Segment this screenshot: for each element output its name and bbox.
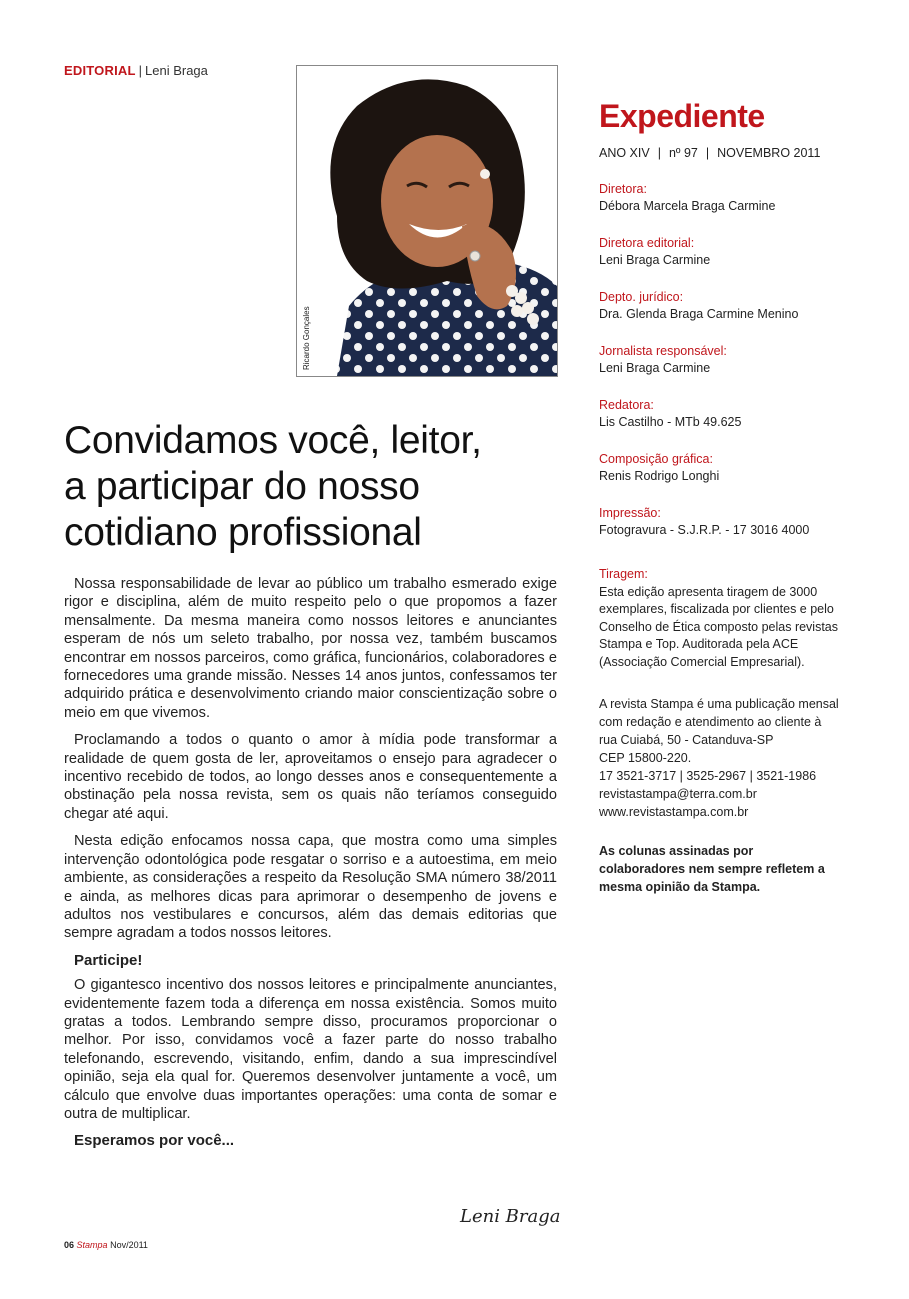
issue-separator: | (657, 146, 661, 160)
editor-photo (296, 65, 558, 377)
issue-separator: | (705, 146, 710, 160)
headline-line-3: cotidiano profissional (64, 511, 422, 554)
staff-role: Composição gráfica: (599, 452, 713, 466)
print-run-info (599, 566, 839, 671)
issue-year: ANO XIV (599, 146, 650, 160)
staff-name: Leni Braga Carmine (599, 253, 711, 267)
staff-name: Lis Castilho - MTb 49.625 (599, 415, 742, 429)
paragraph: Nossa responsabilidade de levar ao público um trabalho esmerado exige rigor e disciplina, além de muito respeito pelo o que propomos a fazer mensalmente. Da mesma maneira como nossos leitores e anunciantes esperam de nós um seleto trabalho, por nossa vez, também buscamos encontrar em nossos parceiros, como gráfica, funcionários, colaboradores e fornecedores uma grande missão. Nesses 14 anos juntos, confessamos ter adquirido prática e desenvolvimento criando maior conscientização sobre o meio em que vivemos. (64, 576, 557, 721)
section-separator: | (138, 63, 143, 78)
signature: Leni Braga (460, 1206, 561, 1227)
staff-role: Redatora: (599, 398, 654, 412)
staff-name: Renis Rodrigo Longhi (599, 469, 720, 483)
staff-item (599, 181, 839, 215)
portrait-illustration (297, 66, 557, 376)
subheading-esperamos: Esperamos por você... (74, 1132, 235, 1150)
staff-role: Diretora editorial: (599, 236, 695, 250)
headline-line-1: Convidamos você, leitor, (64, 419, 482, 462)
staff-item (599, 397, 839, 431)
page-footer (64, 1240, 148, 1250)
issue-month: NOVEMBRO 2011 (717, 146, 821, 160)
issue-number: nº 97 (668, 146, 698, 160)
disclaimer: As colunas assinadas por colaboradores nem sempre refletem a mesma opinião da Stampa. (599, 844, 825, 894)
subheading-participe: Participe! (74, 951, 143, 969)
staff-item (599, 451, 839, 485)
sidebar-title: Expediente (599, 98, 765, 134)
publication-cep: CEP 15800-220. (599, 751, 692, 765)
staff-role: Tiragem: (599, 567, 648, 581)
staff-role: Depto. jurídico: (599, 290, 684, 304)
footer-issue: Nov/2011 (110, 1240, 148, 1250)
article-body (64, 575, 557, 1157)
paragraph: Proclamando a todos o quanto o amor à mídia pode transformar a realidade de quem gosta de ler, aproveitamos o ensejo para agradecer o incentivo recebido de todos, ao longo desses anos e consequentemente a obstinação pela nossa revista, sem os quais não teríamos conseguido chegar até aqui. (64, 732, 557, 822)
staff-item (599, 505, 839, 539)
headline-line-2: a participar do nosso (64, 465, 420, 508)
staff-item (599, 235, 839, 269)
section-author: Leni Braga (145, 63, 208, 78)
publication-info (599, 695, 839, 821)
staff-role: Diretora: (599, 182, 647, 196)
staff-name: Dra. Glenda Braga Carmine Menino (599, 307, 799, 321)
staff-item (599, 343, 839, 377)
paragraph: Nesta edição enfocamos nossa capa, que mostra como uma simples intervenção odontológica pode resgatar o sorriso e a autoestima, em meio ambiente, as considerações a respeito da Resolução SMA número 38/2011 e ainda, as melhores dicas para aprimorar o desempenho de jovens e adultos nos vestibulares e concursos, além das demais editorias que sempre agradam a todos nossos leitores. (64, 833, 557, 942)
paragraph: O gigantesco incentivo dos nossos leitores e principalmente anunciantes, evidentemente fazem toda a diferença em nossa existência. Somos muito gratas a todos. Lembrando sempre disso, procuramos proporcionar o melhor. Por isso, convidamos você a fazer parte do nosso trabalho telefonando, escrevendo, visitando, enfim, dando a sua imprescindível opinião, seja ela qual for. Queremos desenvolver juntamente a você, um cálculo que envolve duas importantes operações: uma conta de somar e outra de multiplicar. (64, 977, 557, 1122)
section-name: EDITORIAL (64, 63, 136, 78)
publication-website: www.revistastampa.com.br (599, 805, 749, 819)
staff-name: Leni Braga Carmine (599, 361, 711, 375)
footer-brand: Stampa (76, 1240, 108, 1250)
issue-info (599, 146, 820, 160)
page-number: 06 (64, 1240, 75, 1250)
publication-email: revistastampa@terra.com.br (599, 787, 757, 801)
print-run-text: Esta edição apresenta tiragem de 3000 exemplares, fiscalizada por clientes e pelo Conselho de Ética composto pelas revistas Stampa e Top. Auditorada pela ACE (Associação Comercial Empresarial). (599, 584, 839, 669)
section-label (64, 63, 208, 78)
publication-address: A revista Stampa é uma publicação mensal com redação e atendimento ao cliente à rua Cuiabá, 50 - Catanduva-SP (599, 697, 839, 747)
staff-name: Débora Marcela Braga Carmine (599, 199, 776, 213)
staff-name: Fotogravura - S.J.R.P. - 17 3016 4000 (599, 523, 810, 537)
staff-list (599, 181, 839, 559)
staff-item (599, 289, 839, 323)
publication-phones: 17 3521-3717 | 3525-2967 | 3521-1986 (599, 769, 817, 783)
photo-credit: Ricardo Gonçales (302, 306, 311, 370)
staff-role: Impressão: (599, 506, 661, 520)
staff-role: Jornalista responsável: (599, 344, 727, 358)
headline (64, 418, 544, 556)
